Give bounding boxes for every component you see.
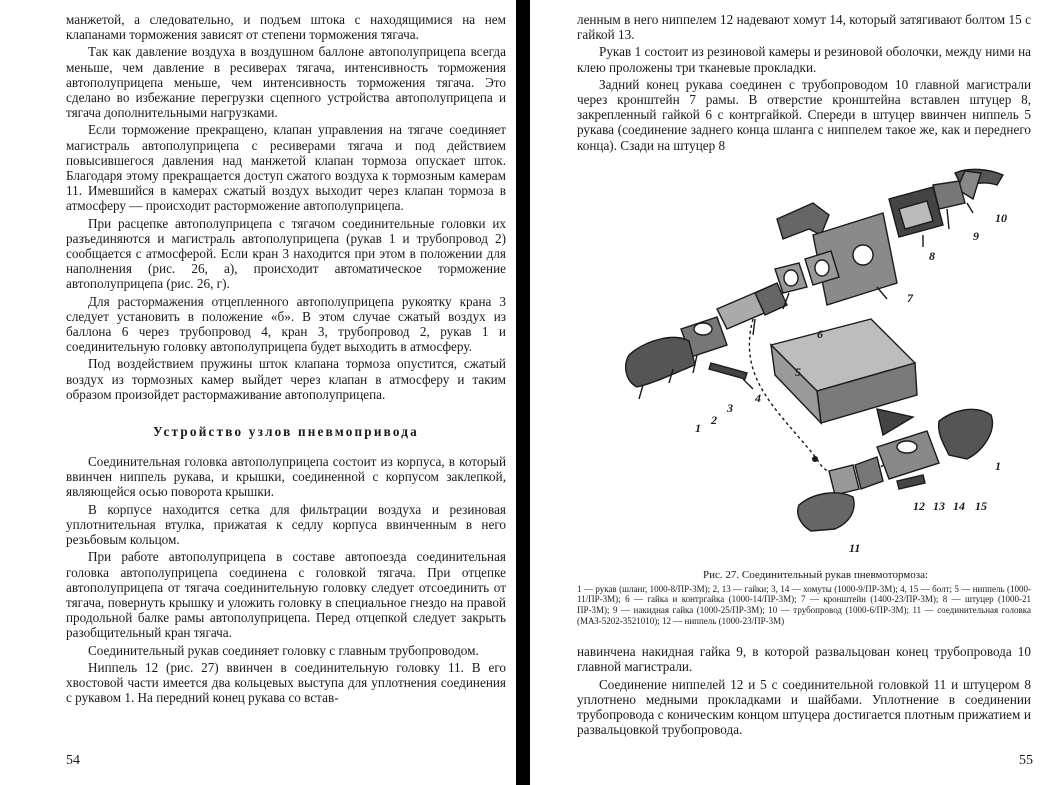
paragraph: Соединение ниппелей 12 и 5 с соединительной головкой 11 и штуцером 8 уплотнено медными прокладками и шайбами. Уплотнение в соединении трубопровода с коническим концом штуцера достигается плотным прижатием и развальцовкой трубопровода. xyxy=(577,676,1031,738)
part-label-8: 8 xyxy=(929,248,935,263)
part-label-9: 9 xyxy=(973,228,979,243)
paragraph: манжетой, а следовательно, и подъем штока с находящимися на нем клапанами торможения зависят от степени торможения тягача. xyxy=(66,12,506,43)
page-number: 54 xyxy=(66,753,80,768)
paragraph: Задний конец рукава соединен с трубопроводом 10 главной магистрали через кронштейн 7 рамы. В отверстие кронштейна вставлен штуцер 8, закрепленный гайкой 6 с контргайкой. Спереди в штуцер ввинчен ниппель 5 рукава (соединение заднего конца шланга с ниппелем такое же, как и переднего конца). Сзади на штуцер 8 xyxy=(577,76,1031,153)
part-label-4: 4 xyxy=(755,390,761,405)
paragraph: Если торможение прекращено, клапан управления на тягаче соединяет магистраль автополуприцепа с ресиверами тягача и под действием повысившегося давления над манжетой клапан тормоза опускает шток. Благодаря этому прекращается доступ сжатого воздуха к тормозным камерам 11. Имевшийся в камерах сжатый воздух выходит через клапан тормоза в атмосферу — происходит расторможение автополуприцепа. xyxy=(66,122,506,214)
part-label-10: 10 xyxy=(995,210,1007,225)
section-heading: Устройство узлов пневмопривода xyxy=(153,424,419,440)
part-label-6: 6 xyxy=(817,326,823,341)
book-gutter xyxy=(516,0,530,785)
part-label-3: 3 xyxy=(727,400,733,415)
paragraph: Соединительный рукав соединяет головку с главным трубопроводом. xyxy=(88,642,479,658)
figure-caption-title: Рис. 27. Соединительный рукав пневмотормоза: xyxy=(703,568,929,581)
part-label-7: 7 xyxy=(907,290,913,305)
paragraph: навинчена накидная гайка 9, в которой развальцован конец трубопровода 10 главной магистрали. xyxy=(577,644,1031,675)
paragraph: Под воздействием пружины шток клапана тормоза опустится, сжатый воздух из тормозных камер выйдет через клапан в атмосферу и таким образом произойдет растормаживание автополуприцепа. xyxy=(66,356,506,402)
exploded-hose-diagram xyxy=(577,159,1031,569)
part-label-2: 2 xyxy=(711,412,717,427)
right-page xyxy=(541,0,1059,785)
page-number: 55 xyxy=(1019,753,1033,768)
part-label-15: 15 xyxy=(975,498,987,513)
paragraph: При работе автополуприцепа в составе автопоезда соединительная головка автополуприцепа соединена с головкой тягача. При отцепке автополуприцепа от тягача соединительную головку следует отсоединить от тягача, повернуть крышку и уложить головку в специальное гнездо на правой продольной балке рамы автополуприцепа. Перед отцепкой следует закрыть разобщительный кран тягача. xyxy=(66,549,506,641)
part-label-14: 14 xyxy=(953,498,965,513)
paragraph: Для растормажения отцепленного автополуприцепа рукоятку крана 3 следует установить в положение «б». В этом случае сжатый воздух из баллона 6 через трубопровод 4, кран 3, трубопровод 2, рукав 1 и соединительную головку автополуприцепа будет выходить в атмосферу. xyxy=(66,293,506,355)
part-label-11: 11 xyxy=(849,540,861,555)
part-label-5: 5 xyxy=(795,364,801,379)
part-label-1: 1 xyxy=(695,420,701,435)
paragraph: При расцепке автополуприцепа с тягачом соединительные головки их разъединяются и магистраль автополуприцепа (рукав 1 и трубопровод 2) сообщается с атмосферой. Если кран 3 находится при этом в положении для наполнения (рис. 26, а), происходит автоматическое торможение автополуприцепа (рис. 26, г). xyxy=(66,215,506,292)
paragraph: Ниппель 12 (рис. 27) ввинчен в соединительную головку 11. В его хвостовой части имеется два кольцевых выступа для уплотнения соединения с рукавом 1. На передний конец рукава со встав- xyxy=(66,659,506,706)
left-page xyxy=(0,0,518,785)
paragraph: В корпусе находится сетка для фильтрации воздуха и резиновая уплотнительная втулка, прижатая к седлу корпуса ввинченным в него резьбовым кольцом. xyxy=(66,501,506,548)
paragraph: ленным в него ниппелем 12 надевают хомут 14, который затягивают болтом 15 с гайкой 13. xyxy=(577,12,1031,43)
part-label-13: 13 xyxy=(933,498,945,513)
part-label-12: 12 xyxy=(913,498,925,513)
paragraph: Так как давление воздуха в воздушном баллоне автополуприцепа всегда меньше, чем давление в ресиверах тягача, интенсивность торможения автополуприцепа меньше, чем интенсивность торможения тягача. Это сделано во избежание перегрузки сцепного устройства автополуприцепа и тягача дополнительными нагрузками. xyxy=(66,44,506,121)
paragraph: Соединительная головка автополуприцепа состоит из корпуса, в который ввинчен ниппель рукава, и крышки, соединенной с корпусом заклепкой, являющейся осью поворота крышки. xyxy=(66,454,506,500)
figure-caption-legend: 1 — рукав (шланг, 1000-8/ПР-3М); 2, 13 — гайки; 3, 14 — хомуты (1000-9/ПР-3М); 4, 15 — болт; 5 — ниппель (1000-11/ПР-3М); 6 — гайка и контргайка (1000-14/ПР-3М); 7 — кронштейн (1400-23/ПР-3М); 8 — штуцер (1000-21 ПР-3М); 9 — накидная гайка (1000-25/ПР-3М); 10 — трубопровод (1000-6/ПР-3М); 11 — соединительная головка (МАЗ-5202-3521010); 12 — ниппель (1000-23/ПР-3М) xyxy=(577,583,1031,626)
part-label-1-lower: 1 xyxy=(995,458,1001,473)
paragraph: Рукав 1 состоит из резиновой камеры и резиновой оболочки, между ними на клею проложены три тканевые прокладки. xyxy=(577,44,1031,75)
